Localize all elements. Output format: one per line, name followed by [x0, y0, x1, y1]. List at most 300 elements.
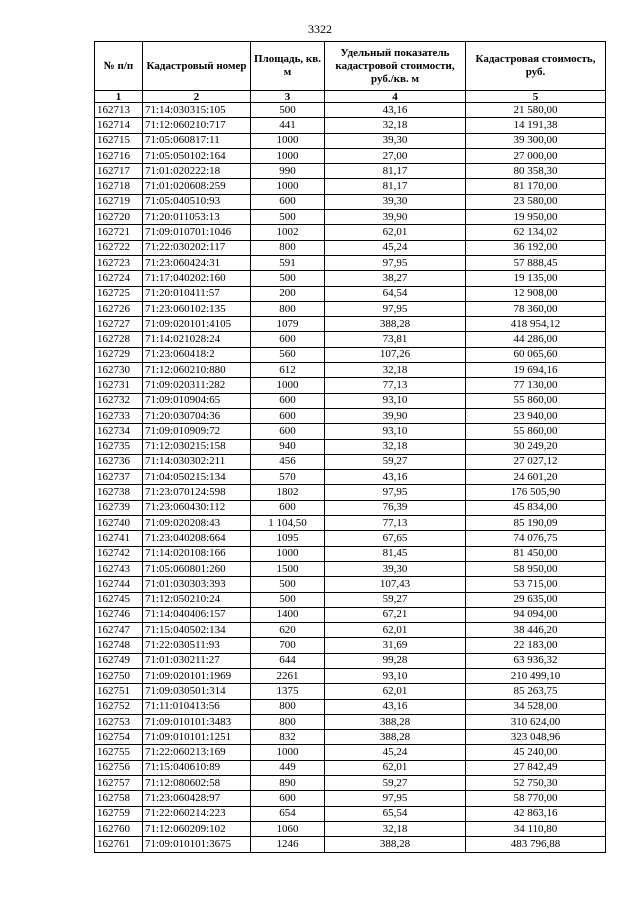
- table-body: [95, 103, 606, 853]
- unit-rate-cell: 62,01: [325, 225, 466, 240]
- area-cell: 600: [251, 424, 325, 439]
- cadastral-number-cell: 71:14:030302:211: [143, 454, 251, 469]
- row-number-cell: 162759: [95, 806, 143, 821]
- area-cell: 700: [251, 638, 325, 653]
- cadastral-number-cell: 71:05:050102:164: [143, 148, 251, 163]
- table-row: [95, 638, 606, 653]
- row-number-cell: 162723: [95, 255, 143, 270]
- unit-rate-cell: 107,43: [325, 577, 466, 592]
- page-number: 3322: [308, 22, 332, 36]
- column-numbering-row: [95, 91, 606, 103]
- cadastral-number-cell: 71:01:020608:259: [143, 179, 251, 194]
- row-number-cell: 162734: [95, 424, 143, 439]
- cadastral-value-table: [94, 41, 606, 853]
- table-row: [95, 806, 606, 821]
- table-row: [95, 760, 606, 775]
- table-row: [95, 240, 606, 255]
- table-row: [95, 393, 606, 408]
- row-number-cell: 162747: [95, 623, 143, 638]
- table-row: [95, 500, 606, 515]
- cadastral-value-cell: 310 624,00: [466, 714, 606, 729]
- area-cell: 456: [251, 454, 325, 469]
- table-row: [95, 791, 606, 806]
- area-cell: 940: [251, 439, 325, 454]
- unit-rate-cell: 43,16: [325, 699, 466, 714]
- unit-rate-cell: 27,00: [325, 148, 466, 163]
- cadastral-number-cell: 71:14:021028:24: [143, 332, 251, 347]
- table-row: [95, 821, 606, 836]
- cadastral-number-cell: 71:20:011053:13: [143, 210, 251, 225]
- unit-rate-cell: 81,17: [325, 179, 466, 194]
- unit-rate-cell: 64,54: [325, 286, 466, 301]
- table-row: [95, 103, 606, 118]
- unit-rate-cell: 39,90: [325, 210, 466, 225]
- row-number-cell: 162737: [95, 470, 143, 485]
- table-row: [95, 485, 606, 500]
- area-cell: 500: [251, 592, 325, 607]
- unit-rate-cell: 31,69: [325, 638, 466, 653]
- cadastral-value-cell: 45 834,00: [466, 500, 606, 515]
- unit-rate-cell: 76,39: [325, 500, 466, 515]
- unit-rate-cell: 67,65: [325, 531, 466, 546]
- cadastral-value-cell: 14 191,38: [466, 118, 606, 133]
- unit-rate-cell: 32,18: [325, 439, 466, 454]
- row-number-cell: 162751: [95, 684, 143, 699]
- cadastral-value-cell: 29 635,00: [466, 592, 606, 607]
- table-row: [95, 439, 606, 454]
- table-row: [95, 592, 606, 607]
- row-number-cell: 162754: [95, 730, 143, 745]
- area-cell: 800: [251, 240, 325, 255]
- cadastral-value-cell: 44 286,00: [466, 332, 606, 347]
- cadastral-value-cell: 12 908,00: [466, 286, 606, 301]
- area-cell: 600: [251, 791, 325, 806]
- unit-rate-cell: 62,01: [325, 760, 466, 775]
- cadastral-value-cell: 34 110,80: [466, 821, 606, 836]
- cadastral-number-cell: 71:12:060210:880: [143, 363, 251, 378]
- cadastral-number-cell: 71:22:060213:169: [143, 745, 251, 760]
- row-number-cell: 162748: [95, 638, 143, 653]
- area-cell: 1000: [251, 546, 325, 561]
- unit-rate-cell: 388,28: [325, 730, 466, 745]
- table-row: [95, 776, 606, 791]
- cadastral-number-cell: 71:11:010413:56: [143, 699, 251, 714]
- row-number-cell: 162745: [95, 592, 143, 607]
- column-number: 1: [95, 91, 143, 103]
- table-row: [95, 408, 606, 423]
- cadastral-value-cell: 55 860,00: [466, 393, 606, 408]
- row-number-cell: 162732: [95, 393, 143, 408]
- column-number: 5: [466, 91, 606, 103]
- cadastral-value-cell: 53 715,00: [466, 577, 606, 592]
- table-row: [95, 623, 606, 638]
- row-number-cell: 162719: [95, 194, 143, 209]
- cadastral-value-cell: 55 860,00: [466, 424, 606, 439]
- table-row: [95, 332, 606, 347]
- table-row: [95, 225, 606, 240]
- unit-rate-cell: 97,95: [325, 301, 466, 316]
- area-cell: 1000: [251, 745, 325, 760]
- cadastral-value-cell: 42 863,16: [466, 806, 606, 821]
- table-row: [95, 317, 606, 332]
- table-row: [95, 837, 606, 852]
- area-cell: 1400: [251, 607, 325, 622]
- area-cell: 500: [251, 271, 325, 286]
- table-row: [95, 378, 606, 393]
- table-row: [95, 470, 606, 485]
- cadastral-number-cell: 71:05:040510:93: [143, 194, 251, 209]
- cadastral-value-cell: 23 940,00: [466, 408, 606, 423]
- table-row: [95, 561, 606, 576]
- area-cell: 500: [251, 577, 325, 592]
- row-number-cell: 162740: [95, 516, 143, 531]
- row-number-cell: 162749: [95, 653, 143, 668]
- cadastral-number-cell: 71:20:030704:36: [143, 408, 251, 423]
- row-number-cell: 162729: [95, 347, 143, 362]
- cadastral-number-cell: 71:23:060430:112: [143, 500, 251, 515]
- area-cell: 500: [251, 210, 325, 225]
- cadastral-number-cell: 71:23:070124:598: [143, 485, 251, 500]
- unit-rate-cell: 43,16: [325, 470, 466, 485]
- unit-rate-cell: 39,90: [325, 408, 466, 423]
- cadastral-number-cell: 71:09:010101:1251: [143, 730, 251, 745]
- area-cell: 890: [251, 776, 325, 791]
- cadastral-value-cell: 52 750,30: [466, 776, 606, 791]
- cadastral-number-cell: 71:14:020108:166: [143, 546, 251, 561]
- area-cell: 200: [251, 286, 325, 301]
- cadastral-number-cell: 71:09:010909:72: [143, 424, 251, 439]
- unit-rate-cell: 107,26: [325, 347, 466, 362]
- area-cell: 1000: [251, 378, 325, 393]
- row-number-cell: 162746: [95, 607, 143, 622]
- cadastral-number-cell: 71:01:030211:27: [143, 653, 251, 668]
- cadastral-value-cell: 45 240,00: [466, 745, 606, 760]
- row-number-cell: 162720: [95, 210, 143, 225]
- area-cell: 2261: [251, 668, 325, 683]
- cadastral-value-cell: 36 192,00: [466, 240, 606, 255]
- cadastral-number-cell: 71:09:020101:1969: [143, 668, 251, 683]
- row-number-cell: 162753: [95, 714, 143, 729]
- cadastral-value-cell: 210 499,10: [466, 668, 606, 683]
- area-cell: 1060: [251, 821, 325, 836]
- cadastral-number-cell: 71:05:060817:11: [143, 133, 251, 148]
- cadastral-value-cell: 85 263,75: [466, 684, 606, 699]
- table-row: [95, 714, 606, 729]
- unit-rate-cell: 77,13: [325, 516, 466, 531]
- area-cell: 449: [251, 760, 325, 775]
- cadastral-number-cell: 71:23:060424:31: [143, 255, 251, 270]
- cadastral-number-cell: 71:09:010101:3675: [143, 837, 251, 852]
- cadastral-number-cell: 71:22:060214:223: [143, 806, 251, 821]
- row-number-cell: 162725: [95, 286, 143, 301]
- cadastral-value-cell: 21 580,00: [466, 103, 606, 118]
- unit-rate-cell: 81,17: [325, 164, 466, 179]
- area-cell: 600: [251, 393, 325, 408]
- cadastral-value-cell: 60 065,60: [466, 347, 606, 362]
- cadastral-number-cell: 71:01:030303:393: [143, 577, 251, 592]
- area-cell: 990: [251, 164, 325, 179]
- cadastral-number-cell: 71:09:010904:65: [143, 393, 251, 408]
- cadastral-value-cell: 34 528,00: [466, 699, 606, 714]
- cadastral-value-cell: 323 048,96: [466, 730, 606, 745]
- unit-rate-cell: 45,24: [325, 745, 466, 760]
- unit-rate-cell: 62,01: [325, 623, 466, 638]
- area-cell: 600: [251, 194, 325, 209]
- area-cell: 654: [251, 806, 325, 821]
- area-cell: 800: [251, 301, 325, 316]
- table-row: [95, 516, 606, 531]
- row-number-cell: 162715: [95, 133, 143, 148]
- area-cell: 570: [251, 470, 325, 485]
- unit-rate-cell: 97,95: [325, 255, 466, 270]
- column-header-unit-rate: Удельный показатель кадастровой стоимости, руб./кв. м: [325, 42, 466, 91]
- area-cell: 1002: [251, 225, 325, 240]
- cadastral-number-cell: 71:14:030315:105: [143, 103, 251, 118]
- area-cell: 644: [251, 653, 325, 668]
- row-number-cell: 162755: [95, 745, 143, 760]
- unit-rate-cell: 67,21: [325, 607, 466, 622]
- cadastral-value-cell: 62 134,02: [466, 225, 606, 240]
- cadastral-value-cell: 38 446,20: [466, 623, 606, 638]
- cadastral-value-cell: 483 796,88: [466, 837, 606, 852]
- row-number-cell: 162738: [95, 485, 143, 500]
- column-number: 3: [251, 91, 325, 103]
- unit-rate-cell: 93,10: [325, 668, 466, 683]
- table-row: [95, 454, 606, 469]
- table-row: [95, 179, 606, 194]
- area-cell: 612: [251, 363, 325, 378]
- area-cell: 560: [251, 347, 325, 362]
- row-number-cell: 162750: [95, 668, 143, 683]
- column-header-cadastral-number: Кадастровый номер: [143, 42, 251, 91]
- table-row: [95, 255, 606, 270]
- row-number-cell: 162722: [95, 240, 143, 255]
- column-header-area: Площадь, кв. м: [251, 42, 325, 91]
- row-number-cell: 162760: [95, 821, 143, 836]
- cadastral-value-cell: 58 950,00: [466, 561, 606, 576]
- unit-rate-cell: 93,10: [325, 393, 466, 408]
- area-cell: 1375: [251, 684, 325, 699]
- area-cell: 620: [251, 623, 325, 638]
- table-row: [95, 194, 606, 209]
- cadastral-value-cell: 58 770,00: [466, 791, 606, 806]
- column-header-cadastral-value: Кадастровая стоимость, руб.: [466, 42, 606, 91]
- cadastral-value-cell: 63 936,32: [466, 653, 606, 668]
- cadastral-number-cell: 71:23:060102:135: [143, 301, 251, 316]
- row-number-cell: 162758: [95, 791, 143, 806]
- row-number-cell: 162752: [95, 699, 143, 714]
- cadastral-number-cell: 71:23:040208:664: [143, 531, 251, 546]
- row-number-cell: 162714: [95, 118, 143, 133]
- cadastral-value-cell: 176 505,90: [466, 485, 606, 500]
- unit-rate-cell: 32,18: [325, 363, 466, 378]
- area-cell: 441: [251, 118, 325, 133]
- cadastral-number-cell: 71:12:060209:102: [143, 821, 251, 836]
- column-number: 2: [143, 91, 251, 103]
- row-number-cell: 162761: [95, 837, 143, 852]
- cadastral-number-cell: 71:09:020101:4105: [143, 317, 251, 332]
- cadastral-value-cell: 27 000,00: [466, 148, 606, 163]
- cadastral-value-cell: 27 842,49: [466, 760, 606, 775]
- unit-rate-cell: 45,24: [325, 240, 466, 255]
- area-cell: 1000: [251, 148, 325, 163]
- row-number-cell: 162718: [95, 179, 143, 194]
- cadastral-number-cell: 71:09:010701:1046: [143, 225, 251, 240]
- row-number-cell: 162757: [95, 776, 143, 791]
- area-cell: 1500: [251, 561, 325, 576]
- cadastral-value-cell: 57 888,45: [466, 255, 606, 270]
- cadastral-number-cell: 71:23:060418:2: [143, 347, 251, 362]
- unit-rate-cell: 59,27: [325, 592, 466, 607]
- area-cell: 1079: [251, 317, 325, 332]
- row-number-cell: 162721: [95, 225, 143, 240]
- table-row: [95, 745, 606, 760]
- table-row: [95, 424, 606, 439]
- row-number-cell: 162739: [95, 500, 143, 515]
- unit-rate-cell: 59,27: [325, 454, 466, 469]
- table-row: [95, 699, 606, 714]
- unit-rate-cell: 43,16: [325, 103, 466, 118]
- table-row: [95, 577, 606, 592]
- unit-rate-cell: 388,28: [325, 317, 466, 332]
- cadastral-number-cell: 71:14:040406:157: [143, 607, 251, 622]
- cadastral-number-cell: 71:05:060801:260: [143, 561, 251, 576]
- row-number-cell: 162743: [95, 561, 143, 576]
- cadastral-number-cell: 71:23:060428:97: [143, 791, 251, 806]
- column-number: 4: [325, 91, 466, 103]
- table-row: [95, 286, 606, 301]
- cadastral-number-cell: 71:22:030202:117: [143, 240, 251, 255]
- area-cell: 800: [251, 714, 325, 729]
- table-row: [95, 607, 606, 622]
- area-cell: 591: [251, 255, 325, 270]
- cadastral-number-cell: 71:15:040502:134: [143, 623, 251, 638]
- table-row: [95, 347, 606, 362]
- cadastral-value-cell: 81 170,00: [466, 179, 606, 194]
- cadastral-value-cell: 39 300,00: [466, 133, 606, 148]
- table-row: [95, 668, 606, 683]
- area-cell: 1000: [251, 179, 325, 194]
- row-number-cell: 162727: [95, 317, 143, 332]
- area-cell: 600: [251, 500, 325, 515]
- cadastral-number-cell: 71:12:030215:158: [143, 439, 251, 454]
- unit-rate-cell: 97,95: [325, 485, 466, 500]
- cadastral-value-cell: 418 954,12: [466, 317, 606, 332]
- row-number-cell: 162730: [95, 363, 143, 378]
- unit-rate-cell: 97,95: [325, 791, 466, 806]
- cadastral-value-cell: 19 694,16: [466, 363, 606, 378]
- cadastral-value-cell: 74 076,75: [466, 531, 606, 546]
- row-number-cell: 162742: [95, 546, 143, 561]
- row-number-cell: 162713: [95, 103, 143, 118]
- unit-rate-cell: 388,28: [325, 714, 466, 729]
- area-cell: 1 104,50: [251, 516, 325, 531]
- unit-rate-cell: 99,28: [325, 653, 466, 668]
- cadastral-value-cell: 81 450,00: [466, 546, 606, 561]
- row-number-cell: 162731: [95, 378, 143, 393]
- cadastral-number-cell: 71:09:020208:43: [143, 516, 251, 531]
- cadastral-number-cell: 71:01:020222:18: [143, 164, 251, 179]
- unit-rate-cell: 93,10: [325, 424, 466, 439]
- row-number-cell: 162716: [95, 148, 143, 163]
- unit-rate-cell: 39,30: [325, 133, 466, 148]
- cadastral-number-cell: 71:17:040202:160: [143, 271, 251, 286]
- table-row: [95, 653, 606, 668]
- cadastral-value-cell: 19 950,00: [466, 210, 606, 225]
- unit-rate-cell: 81,45: [325, 546, 466, 561]
- unit-rate-cell: 62,01: [325, 684, 466, 699]
- cadastral-value-cell: 85 190,09: [466, 516, 606, 531]
- row-number-cell: 162735: [95, 439, 143, 454]
- cadastral-value-cell: 94 094,00: [466, 607, 606, 622]
- cadastral-number-cell: 71:20:010411:57: [143, 286, 251, 301]
- cadastral-value-cell: 23 580,00: [466, 194, 606, 209]
- row-number-cell: 162756: [95, 760, 143, 775]
- unit-rate-cell: 77,13: [325, 378, 466, 393]
- area-cell: 1802: [251, 485, 325, 500]
- cadastral-number-cell: 71:09:010101:3483: [143, 714, 251, 729]
- row-number-cell: 162736: [95, 454, 143, 469]
- table-row: [95, 363, 606, 378]
- cadastral-value-cell: 77 130,00: [466, 378, 606, 393]
- row-number-cell: 162726: [95, 301, 143, 316]
- cadastral-value-cell: 24 601,20: [466, 470, 606, 485]
- unit-rate-cell: 39,30: [325, 561, 466, 576]
- cadastral-number-cell: 71:09:030501:314: [143, 684, 251, 699]
- table-row: [95, 546, 606, 561]
- unit-rate-cell: 39,30: [325, 194, 466, 209]
- unit-rate-cell: 73,81: [325, 332, 466, 347]
- row-number-cell: 162741: [95, 531, 143, 546]
- table-header-row: [95, 42, 606, 91]
- area-cell: 832: [251, 730, 325, 745]
- unit-rate-cell: 32,18: [325, 118, 466, 133]
- cadastral-number-cell: 71:15:040610:89: [143, 760, 251, 775]
- area-cell: 500: [251, 103, 325, 118]
- table-row: [95, 133, 606, 148]
- table-row: [95, 684, 606, 699]
- unit-rate-cell: 388,28: [325, 837, 466, 852]
- row-number-cell: 162724: [95, 271, 143, 286]
- cadastral-value-cell: 78 360,00: [466, 301, 606, 316]
- cadastral-number-cell: 71:12:060210:717: [143, 118, 251, 133]
- area-cell: 1000: [251, 133, 325, 148]
- row-number-cell: 162733: [95, 408, 143, 423]
- table-row: [95, 301, 606, 316]
- table-row: [95, 271, 606, 286]
- area-cell: 1246: [251, 837, 325, 852]
- column-header-number: № п/п: [95, 42, 143, 91]
- cadastral-number-cell: 71:12:050210:24: [143, 592, 251, 607]
- table-row: [95, 531, 606, 546]
- unit-rate-cell: 32,18: [325, 821, 466, 836]
- cadastral-number-cell: 71:22:030511:93: [143, 638, 251, 653]
- cadastral-value-cell: 19 135,00: [466, 271, 606, 286]
- unit-rate-cell: 59,27: [325, 776, 466, 791]
- row-number-cell: 162728: [95, 332, 143, 347]
- cadastral-value-cell: 22 183,00: [466, 638, 606, 653]
- unit-rate-cell: 38,27: [325, 271, 466, 286]
- area-cell: 600: [251, 332, 325, 347]
- unit-rate-cell: 65,54: [325, 806, 466, 821]
- cadastral-number-cell: 71:09:020311:282: [143, 378, 251, 393]
- area-cell: 600: [251, 408, 325, 423]
- cadastral-value-cell: 30 249,20: [466, 439, 606, 454]
- table-row: [95, 210, 606, 225]
- cadastral-value-cell: 80 358,30: [466, 164, 606, 179]
- table-row: [95, 164, 606, 179]
- table-row: [95, 118, 606, 133]
